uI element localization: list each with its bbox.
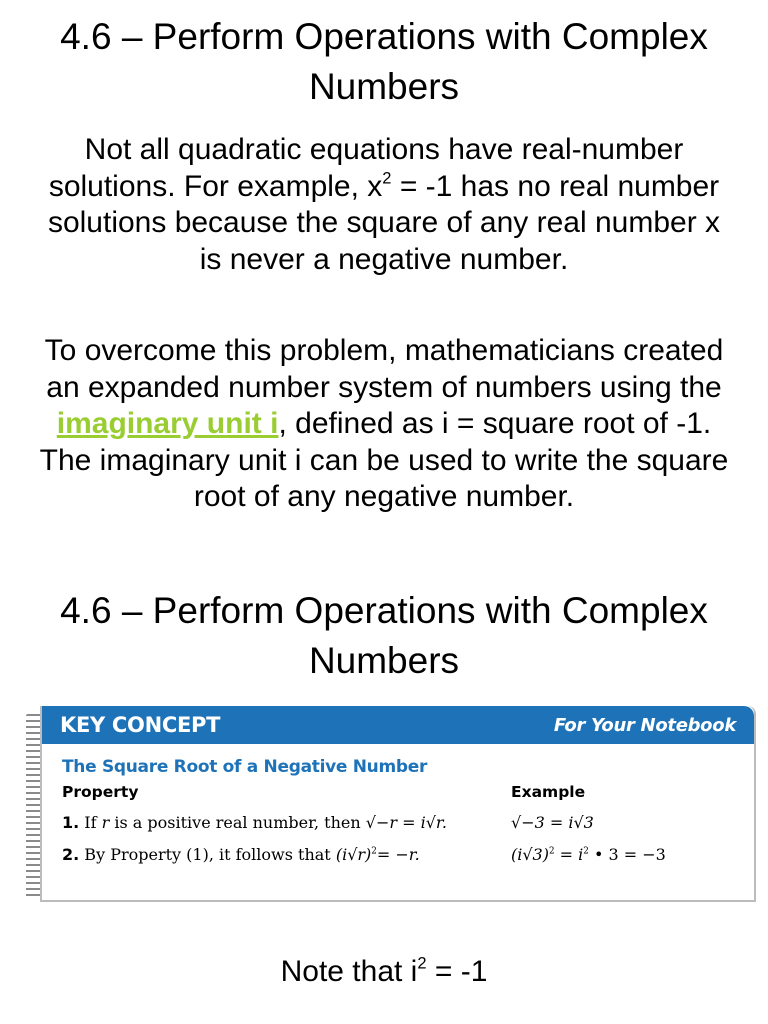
definition-paragraph [34,333,734,516]
intro-text-a: Not all quadratic equations have real-number solutions. For example, x [48,133,684,203]
note [0,952,768,992]
definition-text-a: To overcome this problem, mathematicians created an expanded number system of numbers using the [44,334,724,404]
property-2 [62,845,420,864]
superscript: 2 [583,846,589,857]
example-math: √−3 = i√3 [511,813,594,832]
intro-text-b: = -1 has no real number solutions because the square of any real number x is never a negative number. [47,169,721,276]
key-concept-box [26,706,754,902]
example-1 [511,813,594,832]
slide-title-2: 4.6 – Perform Operations with Complex Numbers [60,590,708,681]
intro-paragraph [34,132,734,278]
property-math: √−r = i√r. [365,813,447,832]
superscript: 2 [548,846,555,857]
property-header: Property [62,783,139,801]
key-concept-header [42,706,754,744]
key-concept-card [40,706,756,902]
superscript: 2 [417,954,427,973]
property-row-1 [42,807,754,839]
property-1 [62,813,447,832]
example-math: • 3 = −3 [588,845,666,864]
key-concept-label: KEY CONCEPT [60,713,221,737]
notebook-label: For Your Notebook [553,714,736,736]
property-row-2 [42,839,754,871]
definition-text-b: , defined as i = square root of -1. The imaginary unit i can be used to write the square root of any negative number. [39,407,729,513]
property-text: If [79,813,102,832]
imaginary-unit-highlight: imaginary unit i [56,407,279,440]
note-text: = -1 [426,955,488,988]
column-headers [42,777,754,807]
example-math: = i [554,845,584,864]
example-math: (i√3) [511,845,549,864]
property-text: is a positive real number, then [109,813,366,832]
row-number: 1. [62,813,80,832]
slide-title: 4.6 – Perform Operations with Complex Numbers [60,16,708,107]
property-text: By Property (1), it follows that [79,845,336,864]
example-2 [511,845,666,864]
row-number: 2. [62,845,80,864]
property-math: = −r. [376,845,420,864]
property-math: (i√r) [335,845,372,864]
superscript: 2 [371,846,377,857]
key-concept-subtitle: The Square Root of a Negative Number [62,757,428,777]
example-header: Example [511,783,586,801]
superscript: 2 [382,169,392,188]
variable-r: r [101,813,110,832]
note-text: Note that i [280,955,418,988]
